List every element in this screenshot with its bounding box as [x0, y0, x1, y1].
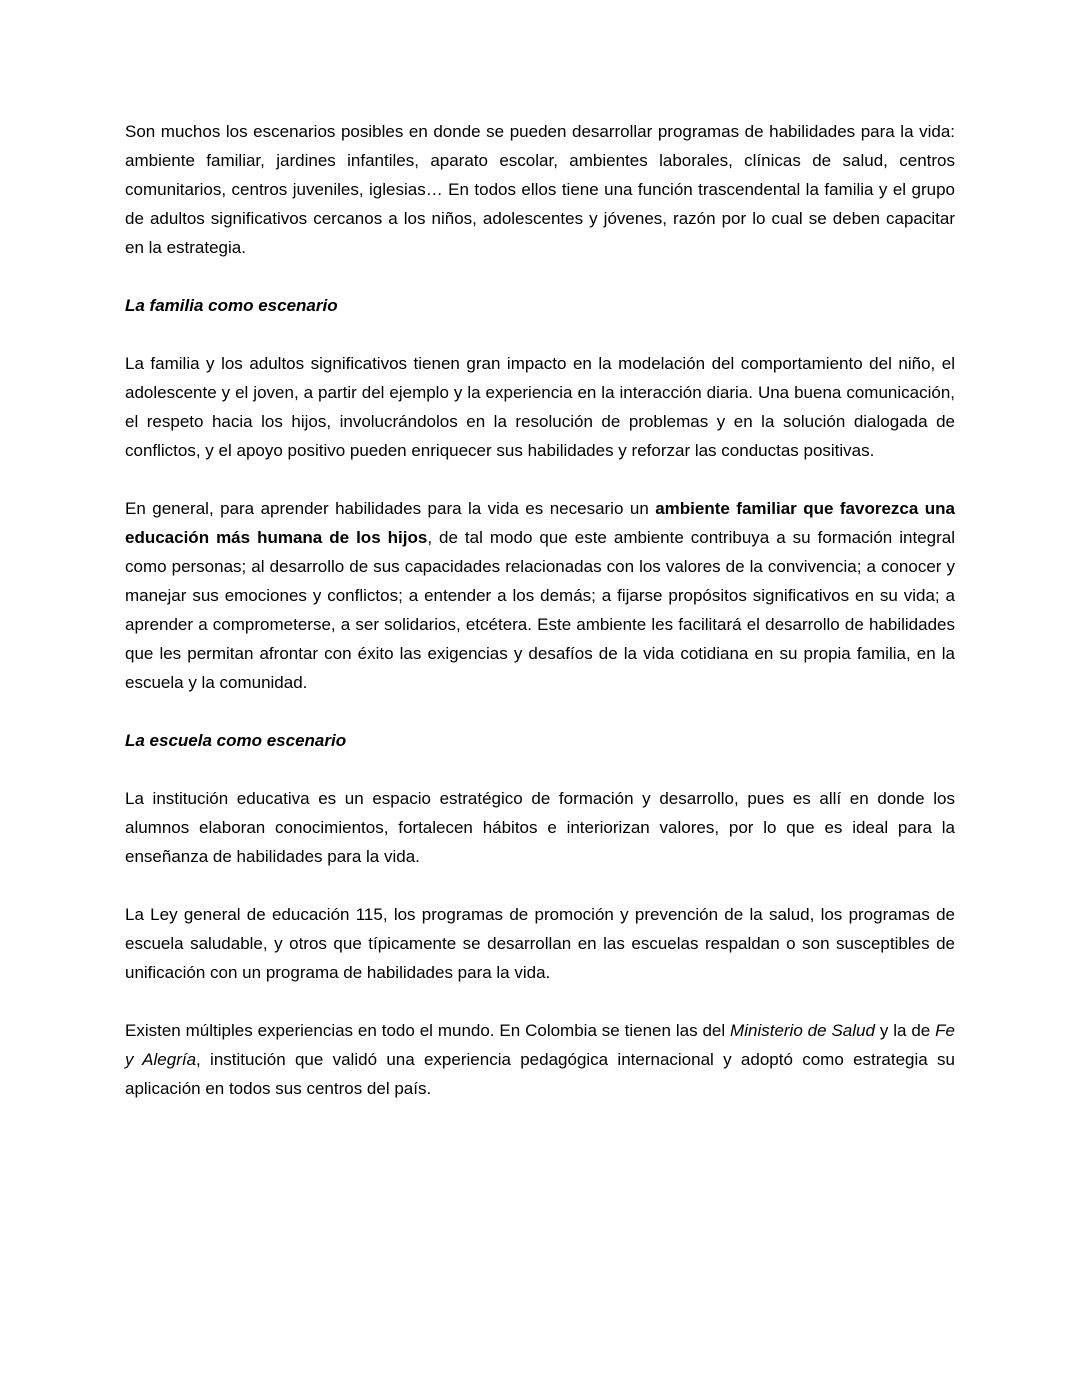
- paragraph-escenarios: [125, 117, 960, 262]
- text-run: , de tal modo que este ambiente contribuya a su formación integral como personas; al desarrollo de sus capacidades relacionadas con los valores de la convivencia; a conocer y manejar sus emociones y conflictos; a entender a los demás; a fijarse propósitos significativos en su vida; a aprender a comprometerse, a ser solidarios, etcétera. Este ambiente les facilitará el desarrollo de habilidades que les permitan afrontar con éxito las exigencias y desafíos de la vida cotidiana en su propia familia, en la escuela y la comunidad.: [125, 528, 960, 692]
- text-run: La Ley general de educación 115, los programas de promoción y prevención de la salud, los programas de escuela saludable, y otros que típicamente se desarrollan en las escuelas respaldan o son susceptibles de unificación con un programa de habilidades para la vida.: [125, 905, 960, 982]
- paragraph-ley-educacion: [125, 900, 960, 987]
- text-run: , institución que validó una experiencia pedagógica internacional y adoptó como estrategia su aplicación en todos sus centros del país.: [125, 1050, 960, 1098]
- section-heading-familia: [125, 291, 955, 320]
- text-run-italic: Ministerio de Salud: [730, 1021, 875, 1040]
- text-run: La familia y los adultos significativos tienen gran impacto en la modelación del comportamiento del niño, el adolescente y el joven, a partir del ejemplo y la experiencia en la interacción diaria. Una buena comunicación, el respeto hacia los hijos, involucrándolos en la resolución de problemas y en la solución dialogada de conflictos, y el apoyo positivo pueden enriquecer sus habilidades y reforzar las conductas positivas.: [125, 354, 960, 460]
- text-run: Son muchos los escenarios posibles en donde se pueden desarrollar programas de habilidades para la vida: ambiente familiar, jardines infantiles, aparato escolar, ambientes laborales, clínicas de salud, centros comunitarios, centros juveniles, iglesias… En todos ellos tiene una función trascendental la familia y el grupo de adultos significativos cercanos a los niños, adolescentes y jóvenes, razón por lo cual se deben capacitar en la estrategia.: [125, 122, 960, 257]
- heading-text: La escuela como escenario: [125, 731, 347, 750]
- paragraph-institucion-educativa: [125, 784, 960, 871]
- text-run-bold: ambiente familiar que favorezca una educación más humana de los hijos: [125, 499, 960, 547]
- heading-text: La familia como escenario: [125, 296, 338, 315]
- paragraph-experiencias: [125, 1016, 960, 1103]
- section-heading-escuela: [125, 726, 955, 755]
- paragraph-ambiente-familiar: [125, 494, 960, 697]
- text-run-italic: Fe y Alegría: [125, 1021, 960, 1069]
- text-run: La institución educativa es un espacio estratégico de formación y desarrollo, pues es allí en donde los alumnos elaboran conocimientos, fortalecen hábitos e interiorizan valores, por lo que es ideal para la enseñanza de habilidades para la vida.: [125, 789, 960, 866]
- text-run: y la de: [874, 1021, 936, 1040]
- text-run: Existen múltiples experiencias en todo el mundo. En Colombia se tienen las del: [125, 1021, 731, 1040]
- paragraph-familia-impacto: [125, 349, 960, 465]
- text-run: En general, para aprender habilidades para la vida es necesario un: [125, 499, 656, 518]
